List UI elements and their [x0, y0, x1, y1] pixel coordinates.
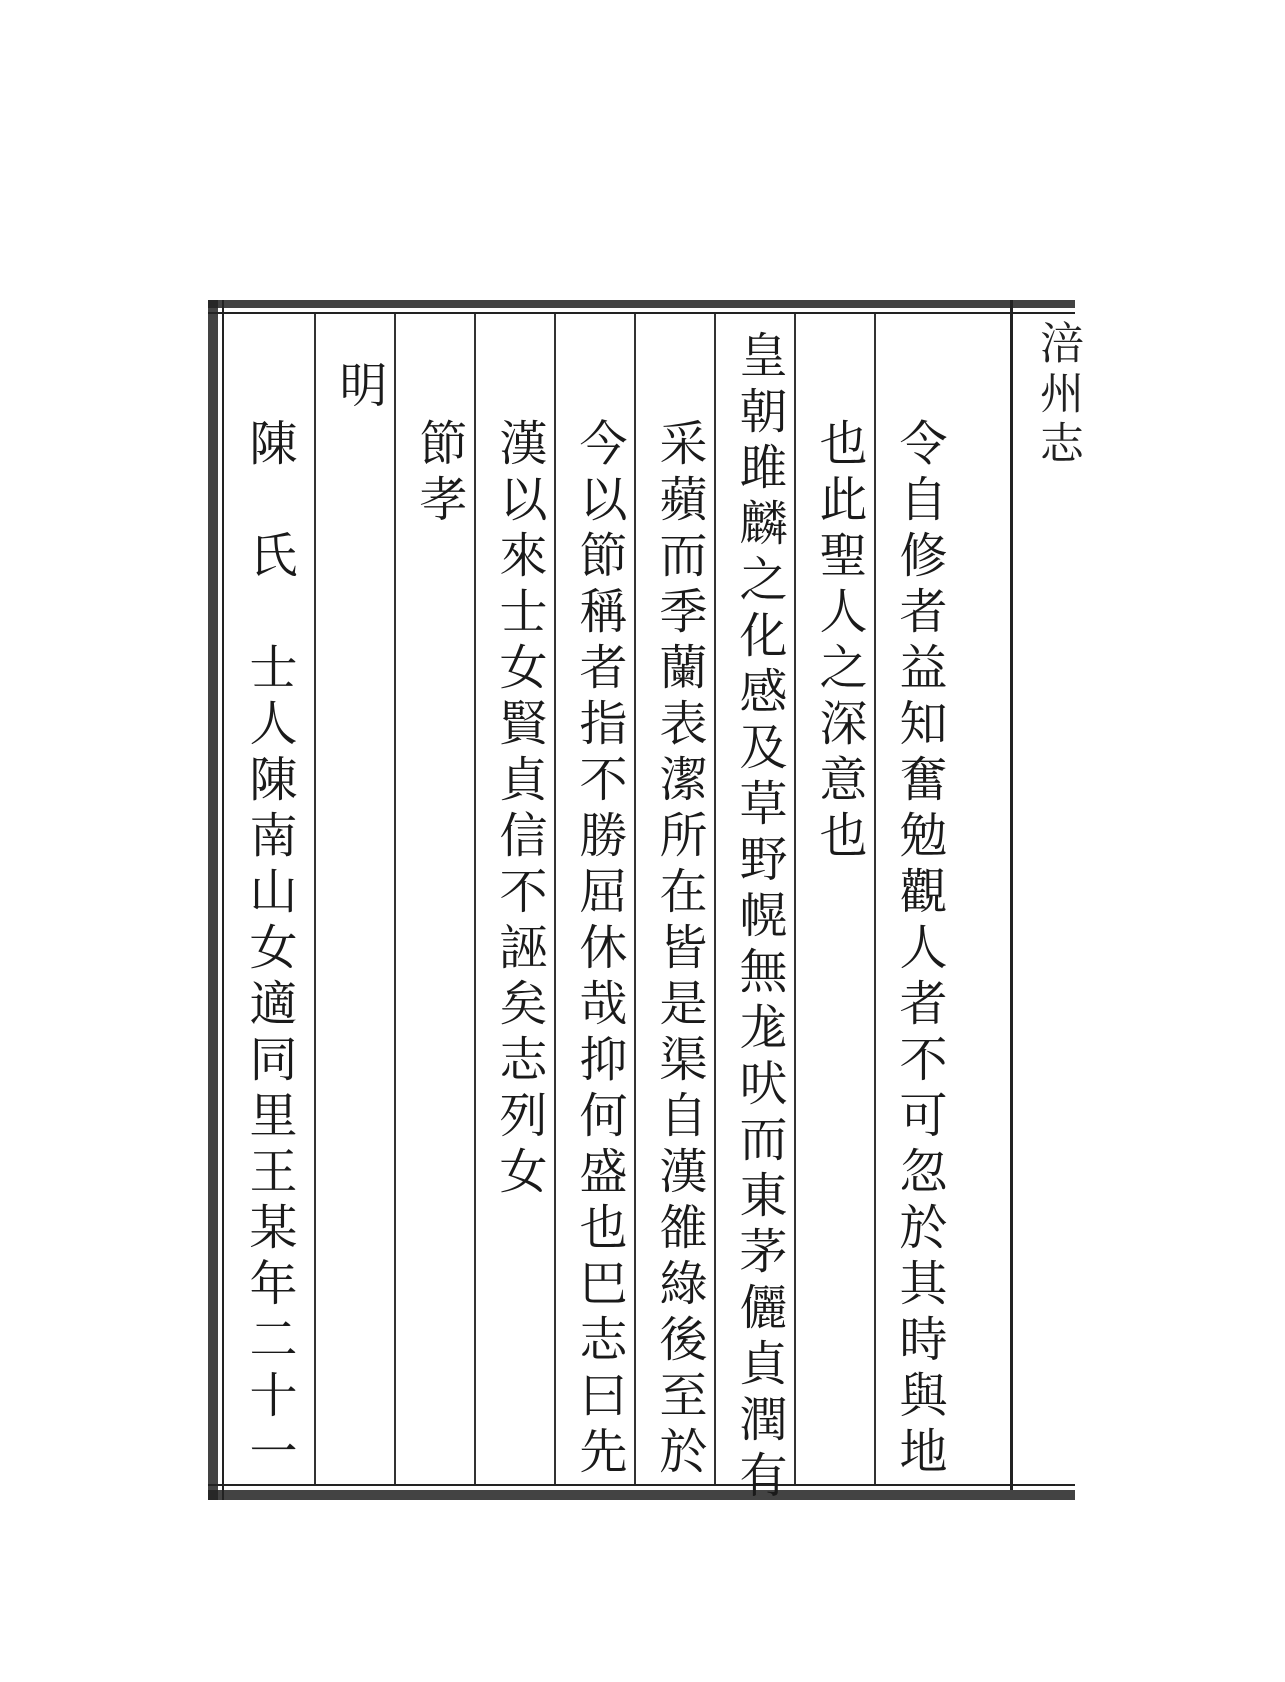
bottom-border-inner	[208, 1484, 1075, 1486]
entry-column: 陳 氏 士人陳南山女適同里王某年二十一	[241, 418, 297, 1482]
dynasty-heading: 明	[331, 360, 387, 416]
left-border	[208, 300, 218, 1500]
text-column-1: 令自修者益知奮勉觀人者不可忽於其時與地	[891, 418, 947, 1482]
column-divider	[394, 314, 396, 1484]
text-column-6: 漢以來士女賢貞信不誣矣志列女	[491, 418, 547, 1202]
text-column-4: 采蘋而季蘭表潔所在皆是渠自漢雒綠後至於	[651, 418, 707, 1482]
section-heading: 節孝	[411, 418, 467, 530]
bottom-border	[208, 1490, 1075, 1500]
text-block	[208, 300, 1075, 1506]
text-column-3: 皇朝雎麟之化感及草野幌無尨吠而東茅儷貞潤有	[731, 330, 787, 1506]
column-divider	[314, 314, 316, 1484]
header-title: 涪州志	[1032, 320, 1083, 470]
top-border-inner	[208, 312, 1075, 314]
left-border-inner	[222, 300, 224, 1500]
text-column-2: 也此聖人之深意也	[811, 418, 867, 866]
text-column-5: 今以節稱者指不勝屈休哉抑何盛也巴志曰先	[571, 418, 627, 1482]
top-border	[208, 300, 1075, 308]
